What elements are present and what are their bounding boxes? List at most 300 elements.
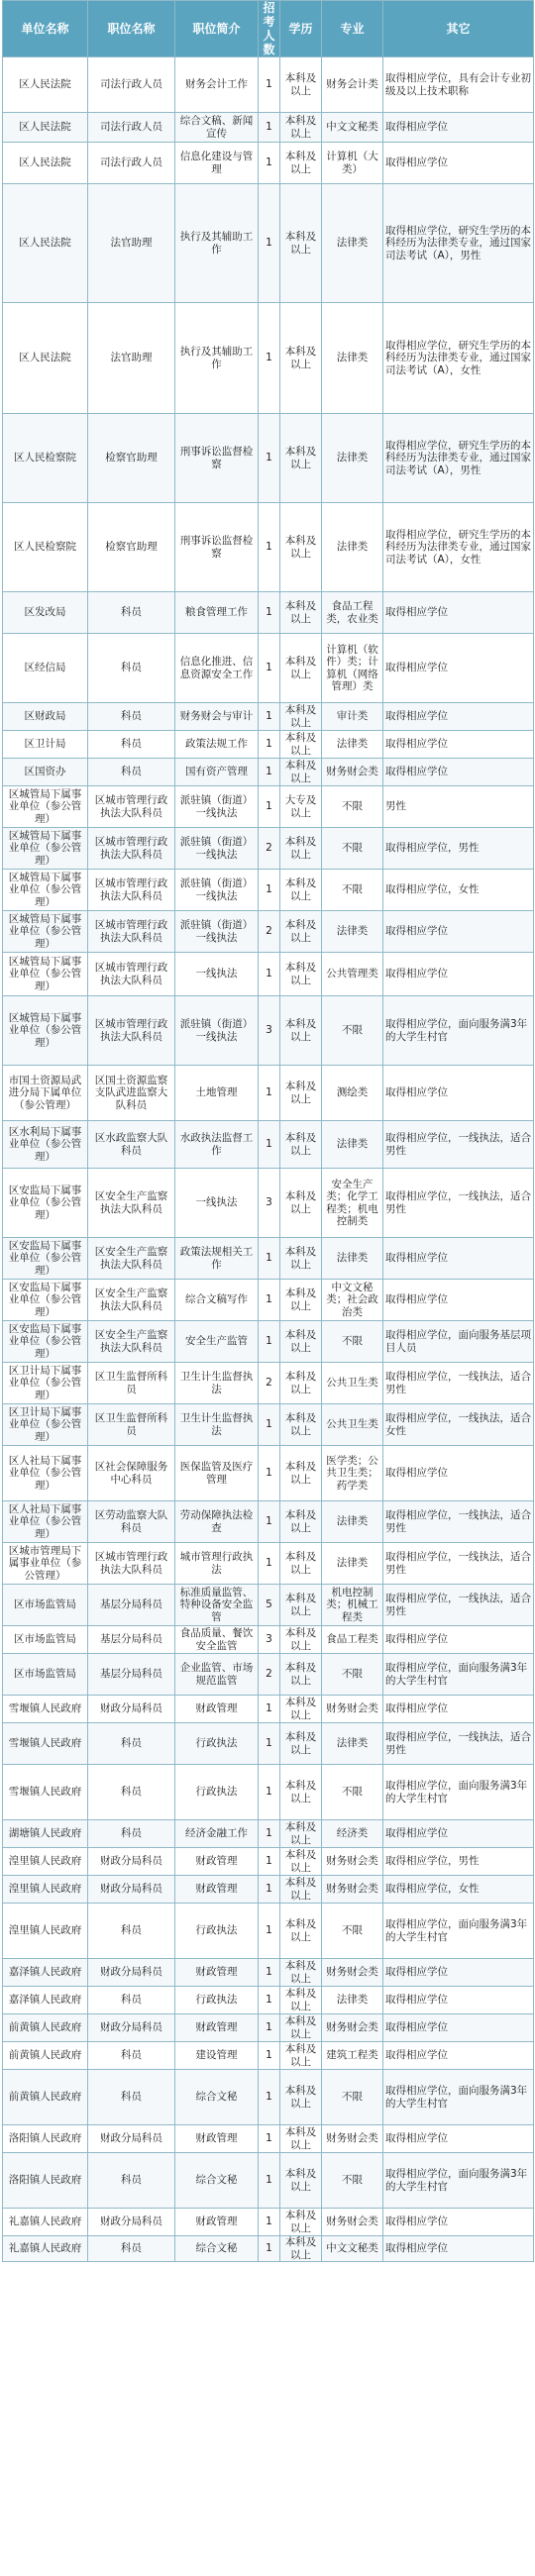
cell-position: 基层分局科员 xyxy=(88,1654,175,1696)
table-row xyxy=(3,1238,534,1280)
header-count: 招考人数 xyxy=(259,1,280,57)
cell-intro: 综合文秘 xyxy=(175,2070,259,2125)
cell-other: 取得相应学位，一线执法，适合男性 xyxy=(383,1363,534,1404)
table-row xyxy=(3,1543,534,1585)
cell-intro: 食品质量、餐饮安全监管 xyxy=(175,1626,259,1654)
cell-other: 取得相应学位，男性 xyxy=(383,1848,534,1876)
cell-other: 取得相应学位 xyxy=(383,731,534,759)
cell-intro: 刑事诉讼监督检察 xyxy=(175,414,259,503)
cell-intro: 财务会计工作 xyxy=(175,57,259,113)
cell-edu: 本科及以上 xyxy=(280,1626,322,1654)
cell-position: 科员 xyxy=(88,2153,175,2209)
cell-other: 取得相应学位，一线执法，适合男性 xyxy=(383,1585,534,1626)
cell-count: 3 xyxy=(259,1169,280,1238)
cell-position: 财政分局科员 xyxy=(88,1876,175,1904)
cell-position: 区社会保障服务中心科员 xyxy=(88,1446,175,1501)
cell-edu: 本科及以上 xyxy=(280,1446,322,1501)
cell-major: 法律类 xyxy=(322,1543,383,1585)
cell-count: 2 xyxy=(259,1363,280,1404)
cell-count: 1 xyxy=(259,1904,280,1959)
cell-other: 取得相应学位 xyxy=(383,1959,534,1987)
cell-unit: 区经信局 xyxy=(3,634,88,703)
cell-unit: 区水利局下属事业单位（参公管理） xyxy=(3,1121,88,1169)
cell-intro: 卫生计生监督执法 xyxy=(175,1363,259,1404)
cell-other: 取得相应学位，具有会计专业初级及以上技术职称 xyxy=(383,57,534,113)
table-row xyxy=(3,1169,534,1238)
cell-intro: 信息化推进、信息资源安全工作 xyxy=(175,634,259,703)
cell-count: 1 xyxy=(259,2070,280,2125)
cell-position: 区卫生监督所科员 xyxy=(88,1404,175,1446)
cell-edu: 本科及以上 xyxy=(280,911,322,953)
cell-position: 区城市管理行政执法大队科员 xyxy=(88,1543,175,1585)
cell-count: 1 xyxy=(259,786,280,828)
cell-edu: 本科及以上 xyxy=(280,953,322,996)
cell-count: 1 xyxy=(259,143,280,184)
table-row xyxy=(3,1654,534,1696)
cell-position: 区国土资源监察支队武进监察大队科员 xyxy=(88,1066,175,1121)
cell-other: 取得相应学位 xyxy=(383,1446,534,1501)
cell-position: 财政分局科员 xyxy=(88,2014,175,2042)
table-row xyxy=(3,1321,534,1363)
header-position: 职位名称 xyxy=(88,1,175,57)
cell-count: 1 xyxy=(259,1066,280,1121)
cell-intro: 执行及其辅助工作 xyxy=(175,303,259,414)
cell-edu: 本科及以上 xyxy=(280,759,322,786)
cell-unit: 雪堰镇人民政府 xyxy=(3,1723,88,1765)
cell-major: 财务财会类 xyxy=(322,2014,383,2042)
cell-edu: 本科及以上 xyxy=(280,57,322,113)
cell-count: 1 xyxy=(259,634,280,703)
cell-unit: 区城管局下属事业单位（参公管理） xyxy=(3,786,88,828)
table-row xyxy=(3,1987,534,2014)
cell-edu: 本科及以上 xyxy=(280,1723,322,1765)
cell-position: 法官助理 xyxy=(88,303,175,414)
cell-major: 法律类 xyxy=(322,731,383,759)
cell-intro: 派驻镇（街道）一线执法 xyxy=(175,828,259,870)
cell-major: 机电控制类；机械工程类 xyxy=(322,1585,383,1626)
cell-edu: 本科及以上 xyxy=(280,1959,322,1987)
cell-unit: 区卫计局下属事业单位（参公管理） xyxy=(3,1363,88,1404)
cell-edu: 本科及以上 xyxy=(280,592,322,634)
table-row xyxy=(3,2236,534,2262)
cell-count: 1 xyxy=(259,1446,280,1501)
cell-intro: 派驻镇（街道）一线执法 xyxy=(175,996,259,1066)
header-edu: 学历 xyxy=(280,1,322,57)
cell-other: 取得相应学位，研究生学历的本科经历为法律类专业，通过国家司法考试（A），男性 xyxy=(383,184,534,303)
cell-edu: 本科及以上 xyxy=(280,1904,322,1959)
cell-intro: 卫生计生监督执法 xyxy=(175,1404,259,1446)
cell-edu: 本科及以上 xyxy=(280,870,322,911)
table-row xyxy=(3,1404,534,1446)
cell-count: 1 xyxy=(259,1404,280,1446)
header-intro: 职位简介 xyxy=(175,1,259,57)
cell-major: 不限 xyxy=(322,1765,383,1820)
cell-position: 区劳动监察大队科员 xyxy=(88,1501,175,1543)
cell-unit: 区市场监管局 xyxy=(3,1585,88,1626)
cell-count: 3 xyxy=(259,996,280,1066)
cell-count: 1 xyxy=(259,1280,280,1321)
cell-count: 1 xyxy=(259,2014,280,2042)
cell-position: 科员 xyxy=(88,1765,175,1820)
cell-position: 检察官助理 xyxy=(88,414,175,503)
cell-other: 取得相应学位 xyxy=(383,1238,534,1280)
cell-edu: 本科及以上 xyxy=(280,1066,322,1121)
cell-intro: 一线执法 xyxy=(175,953,259,996)
cell-other: 取得相应学位，一线执法，适合男性 xyxy=(383,1723,534,1765)
cell-unit: 礼嘉镇人民政府 xyxy=(3,2209,88,2236)
cell-intro: 财政管理 xyxy=(175,2125,259,2153)
cell-unit: 区人民法院 xyxy=(3,57,88,113)
cell-intro: 财政管理 xyxy=(175,1876,259,1904)
cell-intro: 信息化建设与管理 xyxy=(175,143,259,184)
cell-major: 法律类 xyxy=(322,1501,383,1543)
cell-edu: 本科及以上 xyxy=(280,184,322,303)
cell-unit: 区市场监管局 xyxy=(3,1654,88,1696)
cell-position: 科员 xyxy=(88,1904,175,1959)
cell-position: 科员 xyxy=(88,1820,175,1848)
cell-position: 区城市管理行政执法大队科员 xyxy=(88,870,175,911)
table-row xyxy=(3,634,534,703)
cell-unit: 区卫计局 xyxy=(3,731,88,759)
cell-position: 财政分局科员 xyxy=(88,2125,175,2153)
cell-edu: 本科及以上 xyxy=(280,1696,322,1723)
header-unit: 单位名称 xyxy=(3,1,88,57)
table-row xyxy=(3,2125,534,2153)
table-row xyxy=(3,2070,534,2125)
cell-unit: 雪堰镇人民政府 xyxy=(3,1696,88,1723)
cell-intro: 行政执法 xyxy=(175,1904,259,1959)
cell-edu: 本科及以上 xyxy=(280,2070,322,2125)
cell-count: 1 xyxy=(259,1543,280,1585)
cell-unit: 区市场监管局 xyxy=(3,1626,88,1654)
cell-count: 1 xyxy=(259,1987,280,2014)
cell-other: 取得相应学位 xyxy=(383,2125,534,2153)
cell-other: 取得相应学位，面向服务满3年的大学生村官 xyxy=(383,2070,534,2125)
cell-unit: 区人民法院 xyxy=(3,184,88,303)
table-row xyxy=(3,1765,534,1820)
cell-major: 经济类 xyxy=(322,1820,383,1848)
cell-count: 1 xyxy=(259,592,280,634)
cell-count: 1 xyxy=(259,703,280,731)
header-row xyxy=(3,1,534,57)
table-row xyxy=(3,503,534,592)
cell-intro: 财政管理 xyxy=(175,2014,259,2042)
cell-edu: 本科及以上 xyxy=(280,828,322,870)
cell-edu: 本科及以上 xyxy=(280,2153,322,2209)
cell-major: 法律类 xyxy=(322,1723,383,1765)
cell-unit: 区人民检察院 xyxy=(3,414,88,503)
cell-major: 不限 xyxy=(322,870,383,911)
cell-position: 科员 xyxy=(88,703,175,731)
cell-intro: 派驻镇（街道）一线执法 xyxy=(175,911,259,953)
cell-unit: 区人民法院 xyxy=(3,303,88,414)
cell-unit: 洛阳镇人民政府 xyxy=(3,2125,88,2153)
cell-intro: 标准质量监管、特种设备安全监管 xyxy=(175,1585,259,1626)
cell-major: 食品工程类 xyxy=(322,1626,383,1654)
cell-other: 取得相应学位，面向服务满3年的大学生村官 xyxy=(383,1654,534,1696)
cell-edu: 本科及以上 xyxy=(280,2042,322,2070)
table-row xyxy=(3,1820,534,1848)
cell-position: 司法行政人员 xyxy=(88,113,175,143)
table-row xyxy=(3,1066,534,1121)
cell-major: 财务财会类 xyxy=(322,759,383,786)
cell-edu: 本科及以上 xyxy=(280,1848,322,1876)
table-row xyxy=(3,1904,534,1959)
cell-unit: 前黄镇人民政府 xyxy=(3,2070,88,2125)
cell-intro: 综合文秘 xyxy=(175,2236,259,2262)
cell-other: 取得相应学位 xyxy=(383,2042,534,2070)
cell-edu: 本科及以上 xyxy=(280,1280,322,1321)
cell-major: 公共管理类 xyxy=(322,953,383,996)
cell-count: 1 xyxy=(259,303,280,414)
cell-other: 取得相应学位 xyxy=(383,953,534,996)
cell-position: 区城市管理行政执法大队科员 xyxy=(88,911,175,953)
recruitment-table xyxy=(2,0,534,2262)
cell-other: 取得相应学位，研究生学历的本科经历为法律类专业，通过国家司法考试（A），女性 xyxy=(383,503,534,592)
table-row xyxy=(3,911,534,953)
cell-count: 1 xyxy=(259,1765,280,1820)
cell-count: 1 xyxy=(259,113,280,143)
cell-major: 法律类 xyxy=(322,1987,383,2014)
cell-position: 科员 xyxy=(88,1987,175,2014)
cell-other: 取得相应学位，面向服务满3年的大学生村官 xyxy=(383,2153,534,2209)
cell-position: 财政分局科员 xyxy=(88,1959,175,1987)
cell-position: 科员 xyxy=(88,2042,175,2070)
cell-intro: 医保监管及医疗管理 xyxy=(175,1446,259,1501)
cell-unit: 前黄镇人民政府 xyxy=(3,2014,88,2042)
cell-count: 1 xyxy=(259,2042,280,2070)
cell-position: 基层分局科员 xyxy=(88,1626,175,1654)
table-row xyxy=(3,592,534,634)
cell-other: 取得相应学位 xyxy=(383,2209,534,2236)
cell-position: 科员 xyxy=(88,1723,175,1765)
table-row xyxy=(3,1585,534,1626)
cell-major: 不限 xyxy=(322,2070,383,2125)
cell-major: 计算机（软件）类；计算机（网络管理）类 xyxy=(322,634,383,703)
cell-count: 1 xyxy=(259,2125,280,2153)
cell-other: 取得相应学位 xyxy=(383,1820,534,1848)
cell-unit: 区人社局下属事业单位（参公管理） xyxy=(3,1501,88,1543)
cell-position: 区安全生产监察执法大队科员 xyxy=(88,1169,175,1238)
cell-position: 区城市管理行政执法大队科员 xyxy=(88,996,175,1066)
cell-unit: 区卫计局下属事业单位（参公管理） xyxy=(3,1404,88,1446)
cell-position: 区城市管理行政执法大队科员 xyxy=(88,828,175,870)
cell-edu: 本科及以上 xyxy=(280,1820,322,1848)
cell-position: 科员 xyxy=(88,592,175,634)
cell-other: 取得相应学位 xyxy=(383,759,534,786)
cell-position: 科员 xyxy=(88,2236,175,2262)
cell-position: 科员 xyxy=(88,634,175,703)
cell-intro: 派驻镇（街道）一线执法 xyxy=(175,786,259,828)
cell-position: 财政分局科员 xyxy=(88,2209,175,2236)
cell-intro: 综合文秘 xyxy=(175,2153,259,2209)
cell-count: 1 xyxy=(259,1820,280,1848)
cell-intro: 行政执法 xyxy=(175,1723,259,1765)
cell-major: 不限 xyxy=(322,996,383,1066)
cell-count: 1 xyxy=(259,870,280,911)
cell-unit: 市国土资源局武进分局下属单位（参公管理） xyxy=(3,1066,88,1121)
cell-count: 1 xyxy=(259,759,280,786)
table-row xyxy=(3,2014,534,2042)
cell-count: 1 xyxy=(259,1876,280,1904)
cell-position: 财政分局科员 xyxy=(88,1696,175,1723)
cell-edu: 本科及以上 xyxy=(280,414,322,503)
cell-major: 财务财会类 xyxy=(322,1876,383,1904)
cell-position: 区城市管理行政执法大队科员 xyxy=(88,786,175,828)
cell-position: 法官助理 xyxy=(88,184,175,303)
cell-other: 取得相应学位，研究生学历的本科经历为法律类专业，通过国家司法考试（A），男性 xyxy=(383,414,534,503)
table-row xyxy=(3,870,534,911)
cell-unit: 区城管局下属事业单位（参公管理） xyxy=(3,828,88,870)
table-body xyxy=(3,57,534,2262)
cell-intro: 经济金融工作 xyxy=(175,1820,259,1848)
cell-unit: 区国资办 xyxy=(3,759,88,786)
cell-intro: 财务财会与审计 xyxy=(175,703,259,731)
cell-edu: 本科及以上 xyxy=(280,1404,322,1446)
cell-major: 不限 xyxy=(322,786,383,828)
cell-major: 财务财会类 xyxy=(322,2209,383,2236)
cell-intro: 财政管理 xyxy=(175,2209,259,2236)
cell-major: 公共卫生类 xyxy=(322,1363,383,1404)
cell-edu: 本科及以上 xyxy=(280,996,322,1066)
cell-intro: 一线执法 xyxy=(175,1169,259,1238)
cell-unit: 区安监局下属事业单位（参公管理） xyxy=(3,1169,88,1238)
cell-intro: 国有资产管理 xyxy=(175,759,259,786)
cell-intro: 财政管理 xyxy=(175,1959,259,1987)
cell-other: 取得相应学位，面向服务满3年的大学生村官 xyxy=(383,1765,534,1820)
cell-edu: 本科及以上 xyxy=(280,1987,322,2014)
cell-count: 1 xyxy=(259,1848,280,1876)
table-row xyxy=(3,1121,534,1169)
cell-unit: 湟里镇人民政府 xyxy=(3,1876,88,1904)
cell-edu: 本科及以上 xyxy=(280,703,322,731)
cell-unit: 区城管局下属事业单位（参公管理） xyxy=(3,870,88,911)
cell-other: 男性 xyxy=(383,786,534,828)
cell-intro: 粮食管理工作 xyxy=(175,592,259,634)
cell-edu: 本科及以上 xyxy=(280,303,322,414)
cell-position: 检察官助理 xyxy=(88,503,175,592)
table-row xyxy=(3,1363,534,1404)
cell-unit: 区城管局下属事业单位（参公管理） xyxy=(3,911,88,953)
cell-other: 取得相应学位，一线执法，适合男性 xyxy=(383,1543,534,1585)
cell-other: 取得相应学位 xyxy=(383,592,534,634)
cell-major: 法律类 xyxy=(322,1238,383,1280)
cell-count: 1 xyxy=(259,503,280,592)
cell-unit: 区安监局下属事业单位（参公管理） xyxy=(3,1321,88,1363)
cell-other: 取得相应学位 xyxy=(383,1987,534,2014)
cell-other: 取得相应学位 xyxy=(383,703,534,731)
cell-count: 2 xyxy=(259,911,280,953)
cell-major: 建筑工程类 xyxy=(322,2042,383,2070)
cell-unit: 雪堰镇人民政府 xyxy=(3,1765,88,1820)
cell-count: 1 xyxy=(259,184,280,303)
cell-count: 1 xyxy=(259,414,280,503)
cell-major: 法律类 xyxy=(322,503,383,592)
cell-unit: 湖塘镇人民政府 xyxy=(3,1820,88,1848)
cell-count: 1 xyxy=(259,1321,280,1363)
table-row xyxy=(3,184,534,303)
cell-count: 1 xyxy=(259,2209,280,2236)
cell-major: 食品工程类，农业类 xyxy=(322,592,383,634)
table-row xyxy=(3,303,534,414)
table-row xyxy=(3,1446,534,1501)
cell-intro: 城市管理行政执法 xyxy=(175,1543,259,1585)
cell-count: 2 xyxy=(259,828,280,870)
cell-unit: 区城管局下属事业单位（参公管理） xyxy=(3,953,88,996)
table-row xyxy=(3,1280,534,1321)
cell-position: 司法行政人员 xyxy=(88,143,175,184)
cell-major: 财务财会类 xyxy=(322,2125,383,2153)
cell-edu: 本科及以上 xyxy=(280,113,322,143)
cell-edu: 本科及以上 xyxy=(280,2014,322,2042)
cell-intro: 政策法规相关工作 xyxy=(175,1238,259,1280)
cell-other: 取得相应学位，女性 xyxy=(383,870,534,911)
cell-major: 安全生产类；化学工程类；机电控制类 xyxy=(322,1169,383,1238)
cell-major: 不限 xyxy=(322,1654,383,1696)
cell-unit: 礼嘉镇人民政府 xyxy=(3,2236,88,2262)
cell-major: 不限 xyxy=(322,828,383,870)
cell-edu: 本科及以上 xyxy=(280,1121,322,1169)
cell-unit: 区安监局下属事业单位（参公管理） xyxy=(3,1280,88,1321)
cell-major: 中文文秘类 xyxy=(322,113,383,143)
cell-other: 取得相应学位 xyxy=(383,911,534,953)
table-row xyxy=(3,786,534,828)
cell-intro: 安全生产监管 xyxy=(175,1321,259,1363)
cell-edu: 本科及以上 xyxy=(280,1321,322,1363)
cell-edu: 本科及以上 xyxy=(280,1238,322,1280)
cell-unit: 区人社局下属事业单位（参公管理） xyxy=(3,1446,88,1501)
cell-intro: 企业监管、市场规范监管 xyxy=(175,1654,259,1696)
cell-unit: 湟里镇人民政府 xyxy=(3,1904,88,1959)
cell-edu: 本科及以上 xyxy=(280,2125,322,2153)
cell-edu: 本科及以上 xyxy=(280,731,322,759)
table-row xyxy=(3,2042,534,2070)
cell-major: 中文文秘类 xyxy=(322,2236,383,2262)
cell-intro: 财政管理 xyxy=(175,1848,259,1876)
cell-edu: 本科及以上 xyxy=(280,1585,322,1626)
cell-other: 取得相应学位，面向服务满3年的大学生村官 xyxy=(383,996,534,1066)
cell-other: 取得相应学位 xyxy=(383,113,534,143)
table-row xyxy=(3,1959,534,1987)
cell-edu: 本科及以上 xyxy=(280,1169,322,1238)
cell-other: 取得相应学位 xyxy=(383,1626,534,1654)
cell-other: 取得相应学位 xyxy=(383,2014,534,2042)
cell-intro: 综合文稿写作 xyxy=(175,1280,259,1321)
cell-major: 计算机（大类） xyxy=(322,143,383,184)
cell-count: 1 xyxy=(259,1696,280,1723)
cell-count: 1 xyxy=(259,2153,280,2209)
cell-edu: 本科及以上 xyxy=(280,1876,322,1904)
cell-count: 3 xyxy=(259,1626,280,1654)
cell-position: 区安全生产监察执法大队科员 xyxy=(88,1321,175,1363)
cell-intro: 水政执法监督工作 xyxy=(175,1121,259,1169)
cell-count: 2 xyxy=(259,1654,280,1696)
cell-major: 测绘类 xyxy=(322,1066,383,1121)
cell-unit: 区城管局下属事业单位（参公管理） xyxy=(3,996,88,1066)
cell-count: 1 xyxy=(259,1501,280,1543)
cell-intro: 执行及其辅助工作 xyxy=(175,184,259,303)
table-row xyxy=(3,828,534,870)
cell-unit: 区发改局 xyxy=(3,592,88,634)
cell-other: 取得相应学位 xyxy=(383,1280,534,1321)
cell-intro: 行政执法 xyxy=(175,1765,259,1820)
cell-major: 审计类 xyxy=(322,703,383,731)
cell-edu: 本科及以上 xyxy=(280,1363,322,1404)
cell-unit: 区人民检察院 xyxy=(3,503,88,592)
cell-other: 取得相应学位，研究生学历的本科经历为法律类专业，通过国家司法考试（A），女性 xyxy=(383,303,534,414)
cell-count: 1 xyxy=(259,57,280,113)
cell-intro: 刑事诉讼监督检察 xyxy=(175,503,259,592)
